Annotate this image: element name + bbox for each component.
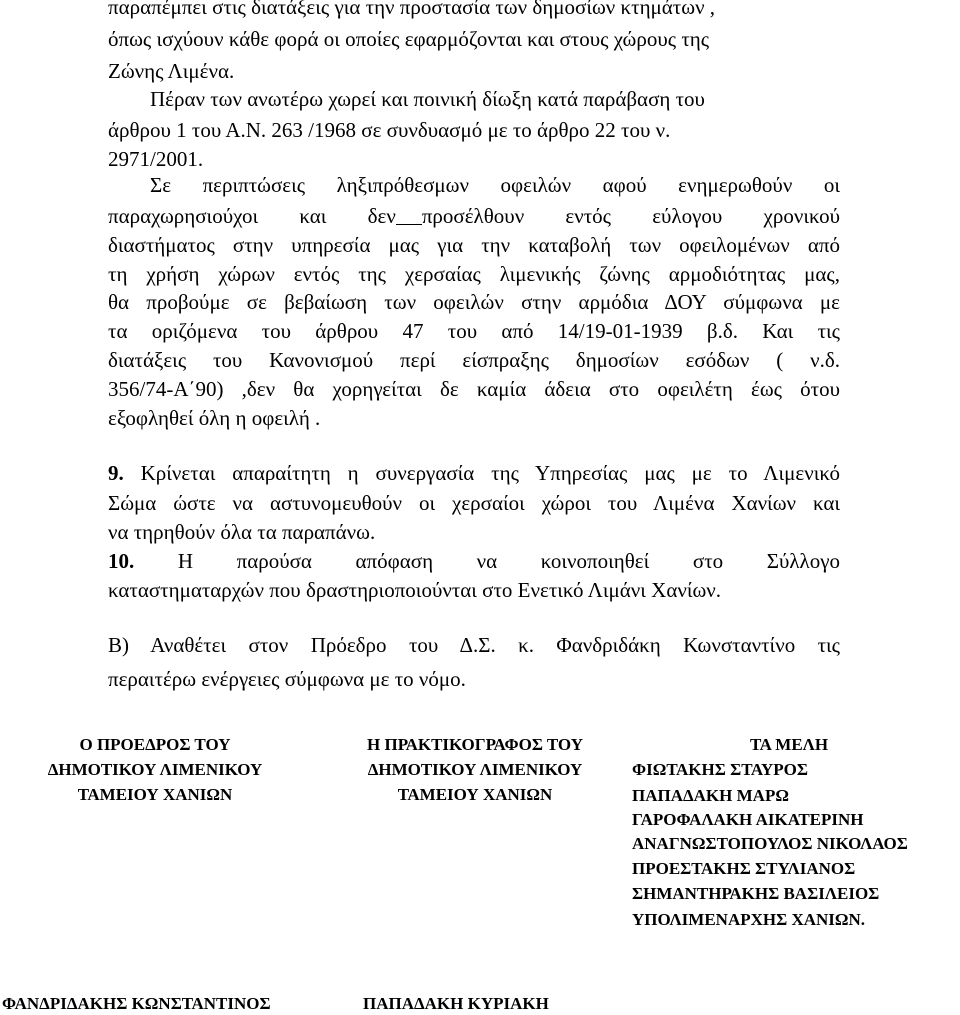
text-line: Πέραν των ανωτέρω χωρεί και ποινική δίωξη κατά παράβαση του xyxy=(150,87,705,111)
president-title: ΤΑΜΕΙΟΥ ΧΑΝΙΩΝ xyxy=(77,785,233,804)
members-title: ΤΑ ΜΕΛΗ xyxy=(750,735,829,754)
text-fragment: προσέλθουν εντός εύλογου χρονικού xyxy=(421,204,840,228)
text-fragment: Η παρούσα απόφαση να κοινοποιηθεί στο Σύλλογο xyxy=(177,549,840,573)
text-line xyxy=(108,204,840,228)
text-line: εξοφληθεί όλη η οφειλή . xyxy=(108,406,321,430)
text-fragment: παραχωρησιούχοι και δεν xyxy=(108,204,396,228)
text-line: τα οριζόμενα του άρθρου 47 του από 14/19-01-1939 β.δ. Και τις xyxy=(108,319,840,343)
president-name: ΦΑΝΔΡΙΔΑΚΗΣ ΚΩΝΣΤΑΝΤΙΝΟΣ xyxy=(2,994,271,1013)
text-line: να τηρηθούν όλα τα παραπάνω. xyxy=(108,520,376,544)
text-line: άρθρου 1 του Α.Ν. 263 /1968 σε συνδυασμό με το άρθρο 22 του ν. xyxy=(108,118,671,142)
president-title: ΔΗΜΟΤΙΚΟΥ ΛΙΜΕΝΙΚΟΥ xyxy=(47,760,263,779)
secretary-title: Η ΠΡΑΚΤΙΚΟΓΡΑΦΟΣ ΤΟΥ xyxy=(367,735,583,754)
secretary-name: ΠΑΠΑΔΑΚΗ ΚΥΡΙΑΚΗ xyxy=(363,994,549,1013)
underlined-space xyxy=(396,204,422,225)
text-line: Ζώνης Λιμένα. xyxy=(108,59,235,83)
text-fragment: Κρίνεται απαραίτητη η συνεργασία της Υπηρεσίας μας με το Λιμενικό xyxy=(140,461,841,485)
item-number: 9. xyxy=(108,461,124,485)
text-line: περαιτέρω ενέργειες σύμφωνα με το νόμο. xyxy=(108,667,466,691)
text-line xyxy=(108,461,840,485)
text-line: θα προβούμε σε βεβαίωση των οφειλών στην αρμόδια ΔΟΥ σύμφωνα με xyxy=(108,290,840,314)
text-line: 356/74-Α΄90) ,δεν θα χορηγείται δε καμία άδεια στο οφειλέτη έως ότου xyxy=(108,377,840,401)
text-line: τη χρήση χώρων εντός της χερσαίας λιμενικής ζώνης αρμοδιότητας μας, xyxy=(108,262,840,286)
president-title: Ο ΠΡΟΕΔΡΟΣ ΤΟΥ xyxy=(79,735,231,754)
text-line: 2971/2001. xyxy=(108,147,204,171)
member-name: ΥΠΟΛΙΜΕΝΑΡΧΗΣ ΧΑΝΙΩΝ. xyxy=(632,910,866,929)
member-name: ΠΑΠΑΔΑΚΗ ΜΑΡΩ xyxy=(632,786,789,805)
member-name: ΠΡΟΕΣΤΑΚΗΣ ΣΤΥΛΙΑΝΟΣ xyxy=(632,859,856,878)
secretary-title: ΔΗΜΟΤΙΚΟΥ ΛΙΜΕΝΙΚΟΥ xyxy=(367,760,583,779)
text-line: διατάξεις του Κανονισμού περί είσπραξης δημοσίων εσόδων ( ν.δ. xyxy=(108,348,840,372)
text-line: Β) Αναθέτει στον Πρόεδρο του Δ.Σ. κ. Φανδριδάκη Κωνσταντίνο τις xyxy=(108,633,840,657)
text-line: όπως ισχύουν κάθε φορά οι οποίες εφαρμόζονται και στους χώρους της xyxy=(108,27,710,51)
text-line: παραπέμπει στις διατάξεις για την προστασία των δημοσίων κτημάτων , xyxy=(108,0,716,19)
member-name: ΣΗΜΑΝΤΗΡΑΚΗΣ ΒΑΣΙΛΕΙΟΣ xyxy=(632,884,880,903)
text-line xyxy=(108,549,840,573)
text-line: Σε περιπτώσεις ληξιπρόθεσμων οφειλών αφού ενημερωθούν οι xyxy=(150,173,840,197)
text-line: καταστηματαρχών που δραστηριοποιούνται στο Ενετικό Λιμάνι Χανίων. xyxy=(108,578,722,602)
secretary-title: ΤΑΜΕΙΟΥ ΧΑΝΙΩΝ xyxy=(397,785,553,804)
member-name: ΓΑΡΟΦΑΛΑΚΗ ΑΙΚΑΤΕΡΙΝΗ xyxy=(632,810,864,829)
member-name: ΑΝΑΓΝΩΣΤΟΠΟΥΛΟΣ ΝΙΚΟΛΑΟΣ xyxy=(632,834,908,853)
text-line: διαστήματος στην υπηρεσία μας για την καταβολή των οφειλομένων από xyxy=(108,233,840,257)
text-line: Σώμα ώστε να αστυνομευθούν οι χερσαίοι χώροι του Λιμένα Χανίων και xyxy=(108,491,840,515)
item-number: 10. xyxy=(108,549,135,573)
member-name: ΦΙΩΤΑΚΗΣ ΣΤΑΥΡΟΣ xyxy=(632,760,809,779)
